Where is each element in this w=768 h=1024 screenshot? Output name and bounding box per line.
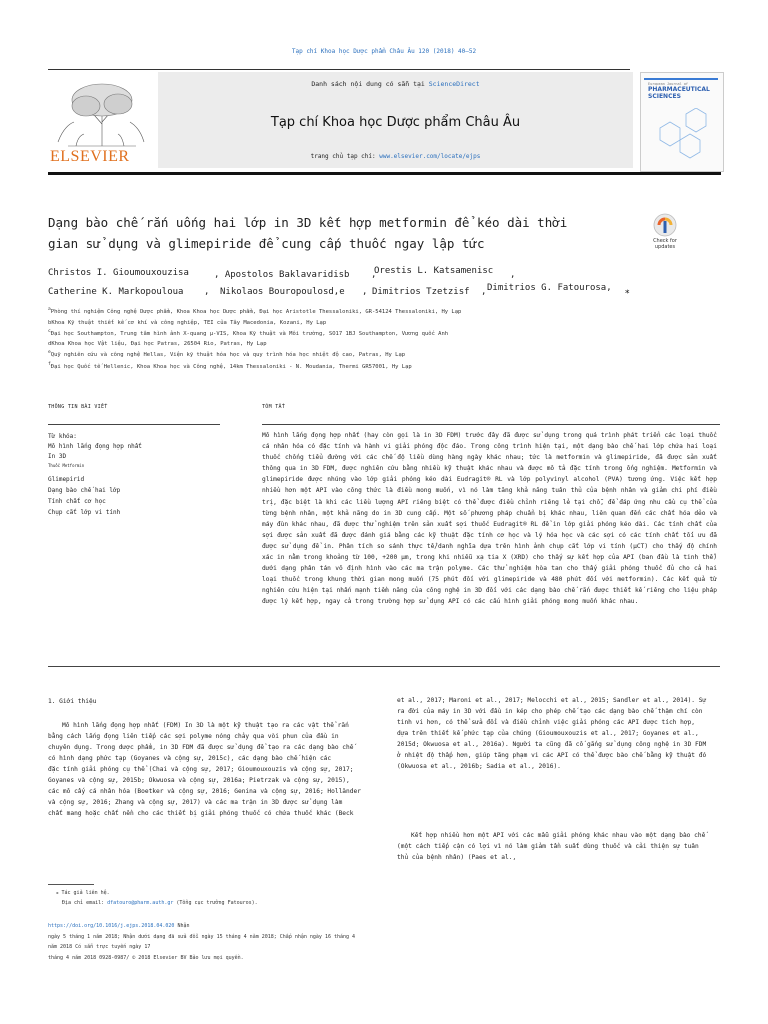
body-line: chuyên dụng. Trong dược phẩm, in 3D FDM đã được sử dụng để tạo ra các dạng bào chế [48, 744, 354, 751]
affiliation-mark: b [48, 320, 52, 326]
check-for-updates-badge[interactable] [646, 212, 684, 250]
keyword[interactable]: In 3D [48, 453, 67, 460]
author-separator: , [371, 270, 377, 280]
affiliation-mark: c [48, 329, 51, 334]
body-line: 2015d; Okwuosa et al., 2016a). Người ta cũng đã cố gắng sử dụng công nghệ in 3D FDM [397, 741, 707, 748]
available-line: năm 2018 Có sẵn trực tuyến ngày 17 [48, 944, 151, 950]
journal-title: Tạp chí Khoa học Dược phẩm Châu Âu [270, 115, 521, 130]
affiliation-text: Khoa Kỹ thuật thiết kế cơ khí và công nghiệp, TEI của Tây Macedonia, Kozani, Hy Lạp [51, 320, 327, 326]
header-divider [48, 69, 630, 70]
email-suffix: (Tổng cục trưởng Fatouros). [173, 900, 258, 906]
keyword[interactable]: Chụp cắt lớp vi tính [48, 509, 121, 516]
author-separator: , [510, 270, 516, 280]
cover-accent-bar [644, 78, 718, 80]
body-line: (Okwuosa et al., 2016b; Sadia et al., 2016). [397, 763, 561, 770]
homepage-prefix: trang chủ tạp chí: [310, 153, 380, 160]
intro-right-column [397, 695, 722, 772]
body-line: ra đời của máy in 3D với đầu in kép cho phép chế tạo các dạng bào chế thậm chí còn [397, 708, 703, 715]
author-5[interactable]: Nikolaos Bouropoulosd,e [220, 287, 345, 297]
abstract-heading: TÓM TẮT [262, 404, 286, 410]
doi-link[interactable]: https://doi.org/10.1016/j.ejps.2018.04.020 [48, 923, 175, 929]
author-separator: , [204, 287, 210, 297]
header-thick-rule [48, 172, 721, 175]
email-footnote [62, 899, 258, 908]
keyword[interactable]: Glimepirid [48, 476, 85, 483]
affiliation-c [48, 329, 448, 337]
email-prefix: Địa chỉ email: [62, 900, 108, 906]
affiliation-text: Phòng thí nghiệm Công nghệ Dược phẩm, Khoa Khoa học Dược phẩm, Đại học Aristotle Thessaloniki, GR-54124 Thessaloniki, Hy Lạp [50, 308, 462, 315]
footnote-rule [48, 884, 94, 885]
body-line: có hình dạng phức tạp (Goyanes và cộng sự, 2015c), các dạng bào chế hiện các [48, 755, 332, 762]
intro-right-paragraph-2 [397, 830, 722, 863]
affiliation-mark: d [48, 341, 52, 347]
body-line: thủ của bệnh nhân) (Paes et al., [397, 854, 517, 861]
affiliation-mark: f [48, 362, 51, 367]
affiliation-b [48, 320, 326, 326]
body-line: (một cách tiếp cận có lợi vì nó làm giảm tần suất dùng thuốc và cải thiện sự tuân [397, 843, 699, 850]
body-line: Goyanes và cộng sự, 2015b; Okwuosa và cộng sự, 2016a; Pietrzak và cộng sự, 2015), [48, 777, 350, 784]
abstract-text: Mô hình lắng đọng hợp nhất (hay còn gọi là in 3D FDM) trước đây đã được sử dụng trong quá trình phát triển các loại thuốc cá nhân hóa có đặc tính và hành vi giải phóng độc đáo. Trong công trình hiện tại, một dạng bào chế hai lớp chứa hai loại thuốc chống tiểu đường với các chế độ liều dùng hàng ngày khác nhau; tức là metformin và glimepiride, đã được sản xuất thông qua in 3D FDM, được nghiên cứu bằng nhiều kỹ thuật khác nhau và được mô tả đặc tính trong ống nghiệm. Metformin và glimepiride được nhúng vào lớp giải phóng kéo dài Eudragit® RL và lớp polyvinyl alcohol (PVA) tương ứng. Việc kết hợp nhiều hơn một API vào công thức là điều mong muốn, vì nó làm tăng khả năng tuân thủ của bệnh nhân và giảm chi phí điều trị, đặc biệt là khi các liều lượng API riêng biệt có thể được điều chỉnh riêng lẻ tại chỗ, để đáp ứng nhu cầu cụ thể của từng bệnh nhân, một khả năng do in 3D cung cấp. Một số phương pháp chuẩn bị khác nhau, liên quan đến các chất hóa dẻo và máy đùn khác nhau, đã được thử nghiệm trên sản xuất sợi thuốc Eudragit® RL để in lớp giải phóng kéo dài. Các tính chất của sợi được sản xuất đã được đánh giá bằng các kỹ thuật đặc tính cơ học và lý hóa học và các sợi có các tính chất tối ưu đã được sử dụng để in. Phân tích so sánh thực tế/danh nghĩa dựa trên hình ảnh chụp cắt lớp vi tính (μCT) cho thấy độ chính xác in nằm trong khoảng từ 100, +200 μm, trong khi nhiễu xạ tia X (XRD) cho thấy sự kết hợp của API (ban đầu là tinh thể) dưới dạng phân tán vô định hình vào các ma trận polyme. Các thử nghiệm hòa tan cho thấy giải phóng thuốc đủ cho cả hai loại thuốc trong khung thời gian mong muốn (75 phút đối với glimepiride và 480 phút đối với metformin). Các kết quả từ nghiên cứu hiện tại nhấn mạnh tiềm năng của công nghệ in 3D đối với các dạng bào chế rắn được thiết kế riêng cho liệu pháp được lý kết hợp, ngay cả trong trường hợp sử dụng API có các cấu hình giải phóng mong muốn khác nhau. [262, 432, 717, 606]
body-line: các mô cấy cá nhân hóa (Boetker và cộng sự, 2016; Genina và cộng sự, 2016; Holländer [48, 788, 361, 795]
affiliation-e [48, 350, 405, 358]
body-line: và cộng sự, 2016; Zhang và cộng sự, 2017) và các ma trận in 3D được sử dụng làm [48, 799, 343, 806]
email-link[interactable]: dfatouro@pharm.auth.gr [107, 900, 174, 906]
sciencedirect-link[interactable]: ScienceDirect [428, 80, 480, 88]
corresponding-footnote: ⁎ Tác giả liên hệ. [56, 890, 110, 896]
homepage-link[interactable]: www.elsevier.com/locate/ejps [379, 153, 481, 160]
body-line: dựa trên thiết kế phức tạp của chúng (Gioumouxouzis et al., 2017; Goyanes et al., [397, 730, 699, 737]
cover-graphic [650, 108, 716, 164]
corresponding-author-mark[interactable]: ⁎ [625, 286, 630, 296]
body-line: Kết hợp nhiều hơn một API với các mẫu giải phóng khác nhau vào một dạng bào chế [411, 832, 706, 839]
doi-line [48, 922, 190, 931]
journal-reference[interactable]: Tạp chí Khoa học Dược phẩm Châu Âu 120 (2018) 40–52 [291, 48, 477, 55]
copyright-line: tháng 4 năm 2018 0928-0987/ © 2018 Elsevier BV Bảo lưu mọi quyền. [48, 955, 244, 961]
article-info-heading: THÔNG TIN BÀI VIẾT [48, 404, 108, 410]
contents-prefix: Danh sách nội dung có sẵn tại [311, 80, 429, 88]
author-2[interactable]: , Apostolos Baklavaridisb [214, 270, 350, 280]
article-title-line-2: gian sử dụng và glimepiride để cung cấp thuốc ngay lập tức [48, 236, 485, 251]
keywords-label: Từ khóa: [48, 433, 77, 440]
intro-heading: 1. Giới thiệu [48, 698, 97, 705]
doi-suffix: Nhận [174, 923, 190, 929]
author-4[interactable]: Catherine K. Markopouloua [48, 287, 184, 297]
check-updates-label: Check for updates [653, 238, 677, 250]
body-line: tinh vi hơn, có thể sửa đổi và điều chỉnh việc giải phóng các API được tích hợp, [397, 719, 696, 726]
affiliation-mark: a [48, 307, 51, 312]
article-title-line-1: Dạng bào chế rắn uống hai lớp in 3D kết hợp metformin để kéo dài thời [48, 215, 568, 230]
author-1[interactable]: Christos I. Gioumouxouzisa [48, 268, 189, 278]
affiliation-d [48, 341, 267, 347]
body-line: et al., 2017; Maroni et al., 2017; Melocchi et al., 2015; Sandler et al., 2014). Sự [397, 697, 707, 704]
crossmark-icon [646, 212, 684, 238]
keyword[interactable]: Mô hình lắng đọng hợp nhất [48, 443, 142, 450]
contents-available-line [158, 80, 633, 88]
affiliation-text: Đại học Southampton, Trung tâm hình ảnh X-quang μ-VIS, Khoa Kỹ thuật và Môi trường, SO17 1BJ Southampton, Vương quốc Anh [50, 330, 449, 337]
body-line: chất mang hoặc chất nền cho các thiết bị giải phóng thuốc có chứa thuốc khác (Beck [48, 810, 354, 817]
author-7[interactable]: Dimitrios G. Fatourosa, [487, 283, 612, 293]
cover-subtitle: European Journal of [648, 82, 689, 86]
publisher-wordmark: ELSEVIER [50, 148, 130, 165]
keyword[interactable]: Dạng bào chế hai lớp [48, 487, 121, 494]
body-line: Mô hình lắng đọng hợp nhất (FDM) In 3D là một kỹ thuật tạo ra các vật thể rắn [62, 722, 349, 729]
journal-homepage-line [158, 153, 633, 160]
affiliation-text: Đại học Quốc tế Hellenic, Khoa Khoa học và Công nghệ, 14km Thessaloniki - N. Moudania, Thermi GR57001, Hy Lạp [50, 363, 412, 370]
affiliation-f [48, 362, 412, 370]
author-separator: , [362, 287, 368, 297]
body-line: đặc tính giải phóng cụ thể (Chai và cộng sự, 2017; Gioumouxouzis và cộng sự, 2017; [48, 766, 354, 773]
article-title [48, 212, 608, 254]
affiliation-a [48, 307, 461, 315]
affiliation-text: Khoa Khoa học Vật liệu, Đại học Patras, 26504 Rio, Patras, Hy Lạp [51, 341, 267, 347]
author-3[interactable]: Orestis L. Katsamenisc [374, 266, 494, 276]
received-line: ngày 5 tháng 1 năm 2018; Nhận dưới dạng đã sửa đổi ngày 15 tháng 4 năm 2018; Chấp nhận ngày 16 tháng 4 [48, 934, 356, 940]
abstract-rule [262, 424, 720, 425]
affiliation-text: Quỹ nghiên cứu và công nghệ Hellas, Viện kỹ thuật hóa học và quy trình hóa học nhiệt độ cao, Patras, Hy Lạp [50, 351, 406, 358]
author-6[interactable]: Dimitrios Tzetzisf [372, 287, 470, 297]
affiliation-mark: e [48, 350, 51, 355]
body-line: ở nhiệt độ thấp hơn, giúp tăng phạm vi các API có thể được bào chế bằng kỹ thuật đó [397, 752, 707, 759]
cover-title: PHARMACEUTICAL SCIENCES [648, 86, 710, 100]
body-line: bằng cách lắng đọng liên tiếp các sợi polyme nóng chảy qua vòi phun của đầu in [48, 733, 339, 740]
keyword[interactable]: Tính chất cơ học [48, 498, 106, 505]
intro-left-column [48, 720, 378, 819]
abstract-bottom-rule [48, 666, 720, 667]
keyword[interactable]: Thuốc Metformin [48, 463, 85, 468]
article-info-rule [48, 424, 220, 425]
author-separator: , [481, 287, 487, 297]
